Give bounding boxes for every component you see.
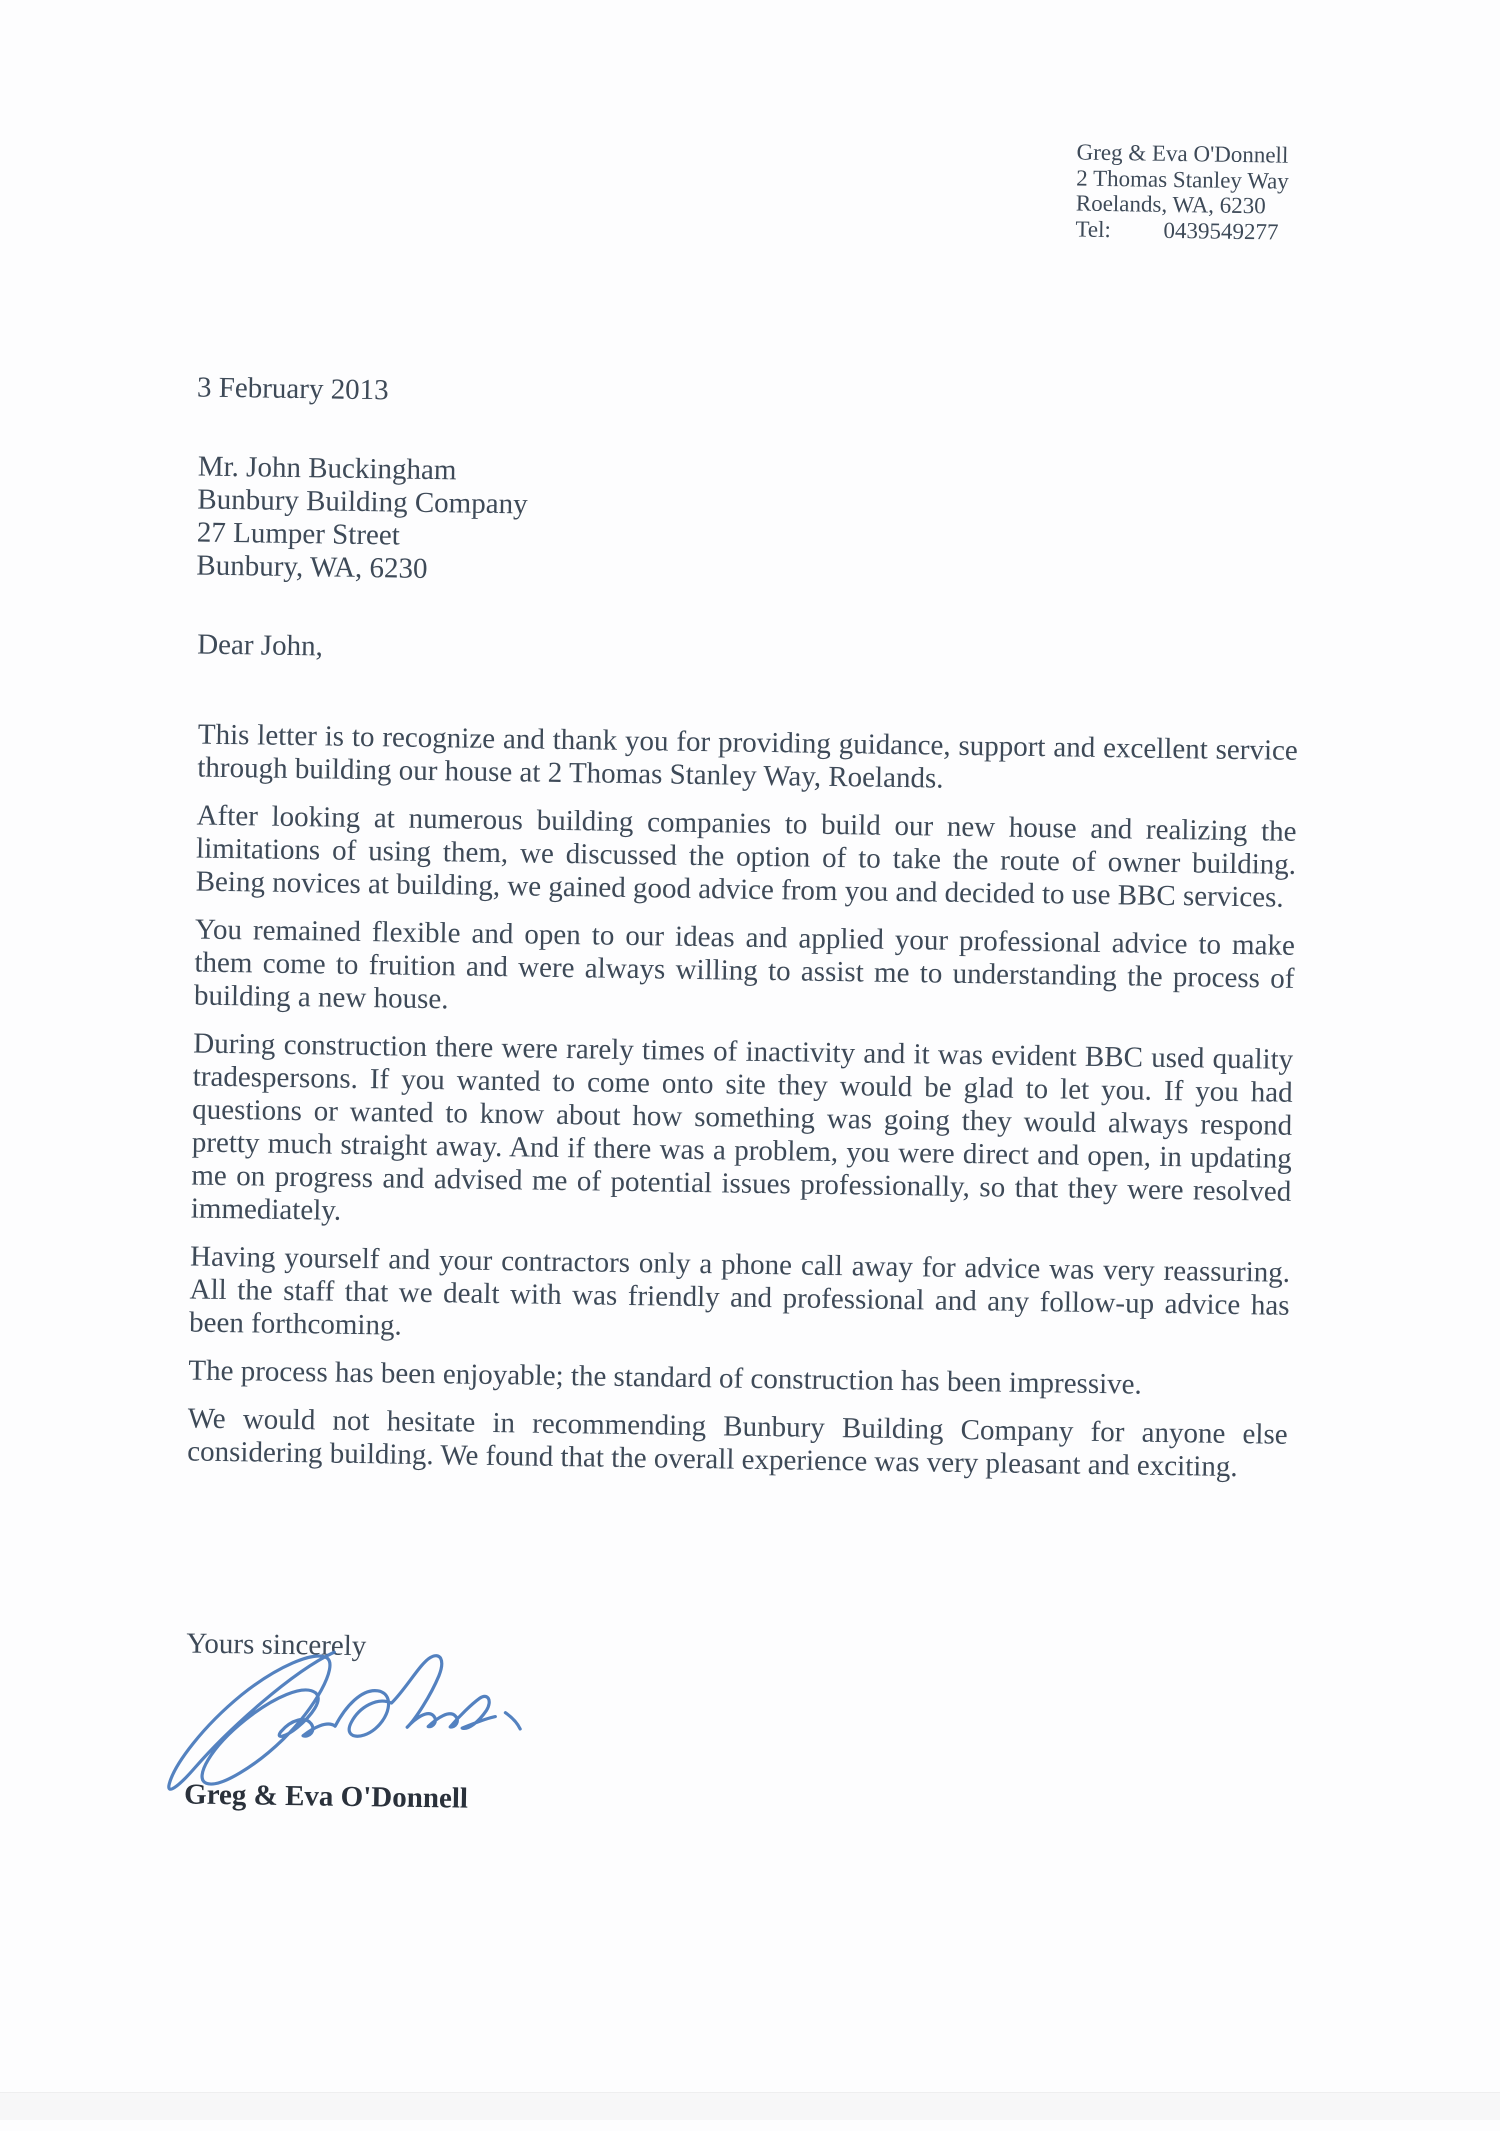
body-paragraph-5: Having yourself and your contractors only a phone call away for advice was very reassuring. All the staff that we dealt with was friendly and professional and any follow-up advice has been forthcoming. — [188, 1240, 1291, 1342]
body-paragraph-2: After looking at numerous building companies to build our new house and realizing the limitations of using them, we discussed the option of to take the route of owner building. Being novices at building, we gained good advice from you and decided to use BBC services. — [195, 799, 1297, 914]
recipient-company: Bunbury Building Company — [197, 483, 528, 521]
sender-city: Roelands, WA, 6230 — [1075, 190, 1266, 219]
body-paragraph-6: The process has been enjoyable; the standard of construction has been impressive. — [188, 1354, 1143, 1401]
signature-printed-name: Greg & Eva O'Donnell — [183, 1778, 469, 1815]
sender-telephone-line — [1075, 216, 1288, 245]
letter-date: 3 February 2013 — [196, 371, 389, 407]
scan-edge-strip — [0, 2092, 1500, 2120]
recipient-address-block — [196, 451, 528, 588]
recipient-street: 27 Lumper Street — [196, 516, 401, 552]
salutation: Dear John, — [196, 628, 324, 663]
letter-body — [187, 719, 1298, 1500]
sender-telephone-label: Tel: — [1075, 216, 1112, 242]
sender-name: Greg & Eva O'Donnell — [1076, 139, 1289, 168]
sender-street: 2 Thomas Stanley Way — [1076, 165, 1289, 194]
sender-address-block — [1075, 140, 1289, 245]
body-paragraph-4: During construction there were rarely times of inactivity and it was evident BBC used quality tradespersons. If you wanted to come onto site they would be glad to let you. If you had questions or wanted to know about how something was going they would always respond pretty much straight away. And if there was a problem, you were direct and open, in updating me on progress and advised me of potential issues professionally, so that they were resolved immediately. — [190, 1027, 1294, 1227]
recipient-name: Mr. John Buckingham — [197, 450, 457, 487]
body-paragraph-1: This letter is to recognize and thank you for providing guidance, support and excellent service through building our house at 2 Thomas Stanley Way, Roelands. — [197, 718, 1298, 795]
valediction: Yours sincerely — [186, 1627, 367, 1663]
recipient-city: Bunbury, WA, 6230 — [196, 549, 428, 585]
body-paragraph-3: You remained flexible and open to our ideas and applied your professional advice to make them come to fruition and were always willing to assist me to understanding the process of building a new house. — [193, 913, 1296, 1016]
sender-telephone-number: 0439549277 — [1163, 217, 1279, 245]
body-paragraph-7: We would not hesitate in recommending Bunbury Building Company for anyone else considering building. We found that the overall experience was very pleasant and exciting. — [187, 1402, 1288, 1484]
